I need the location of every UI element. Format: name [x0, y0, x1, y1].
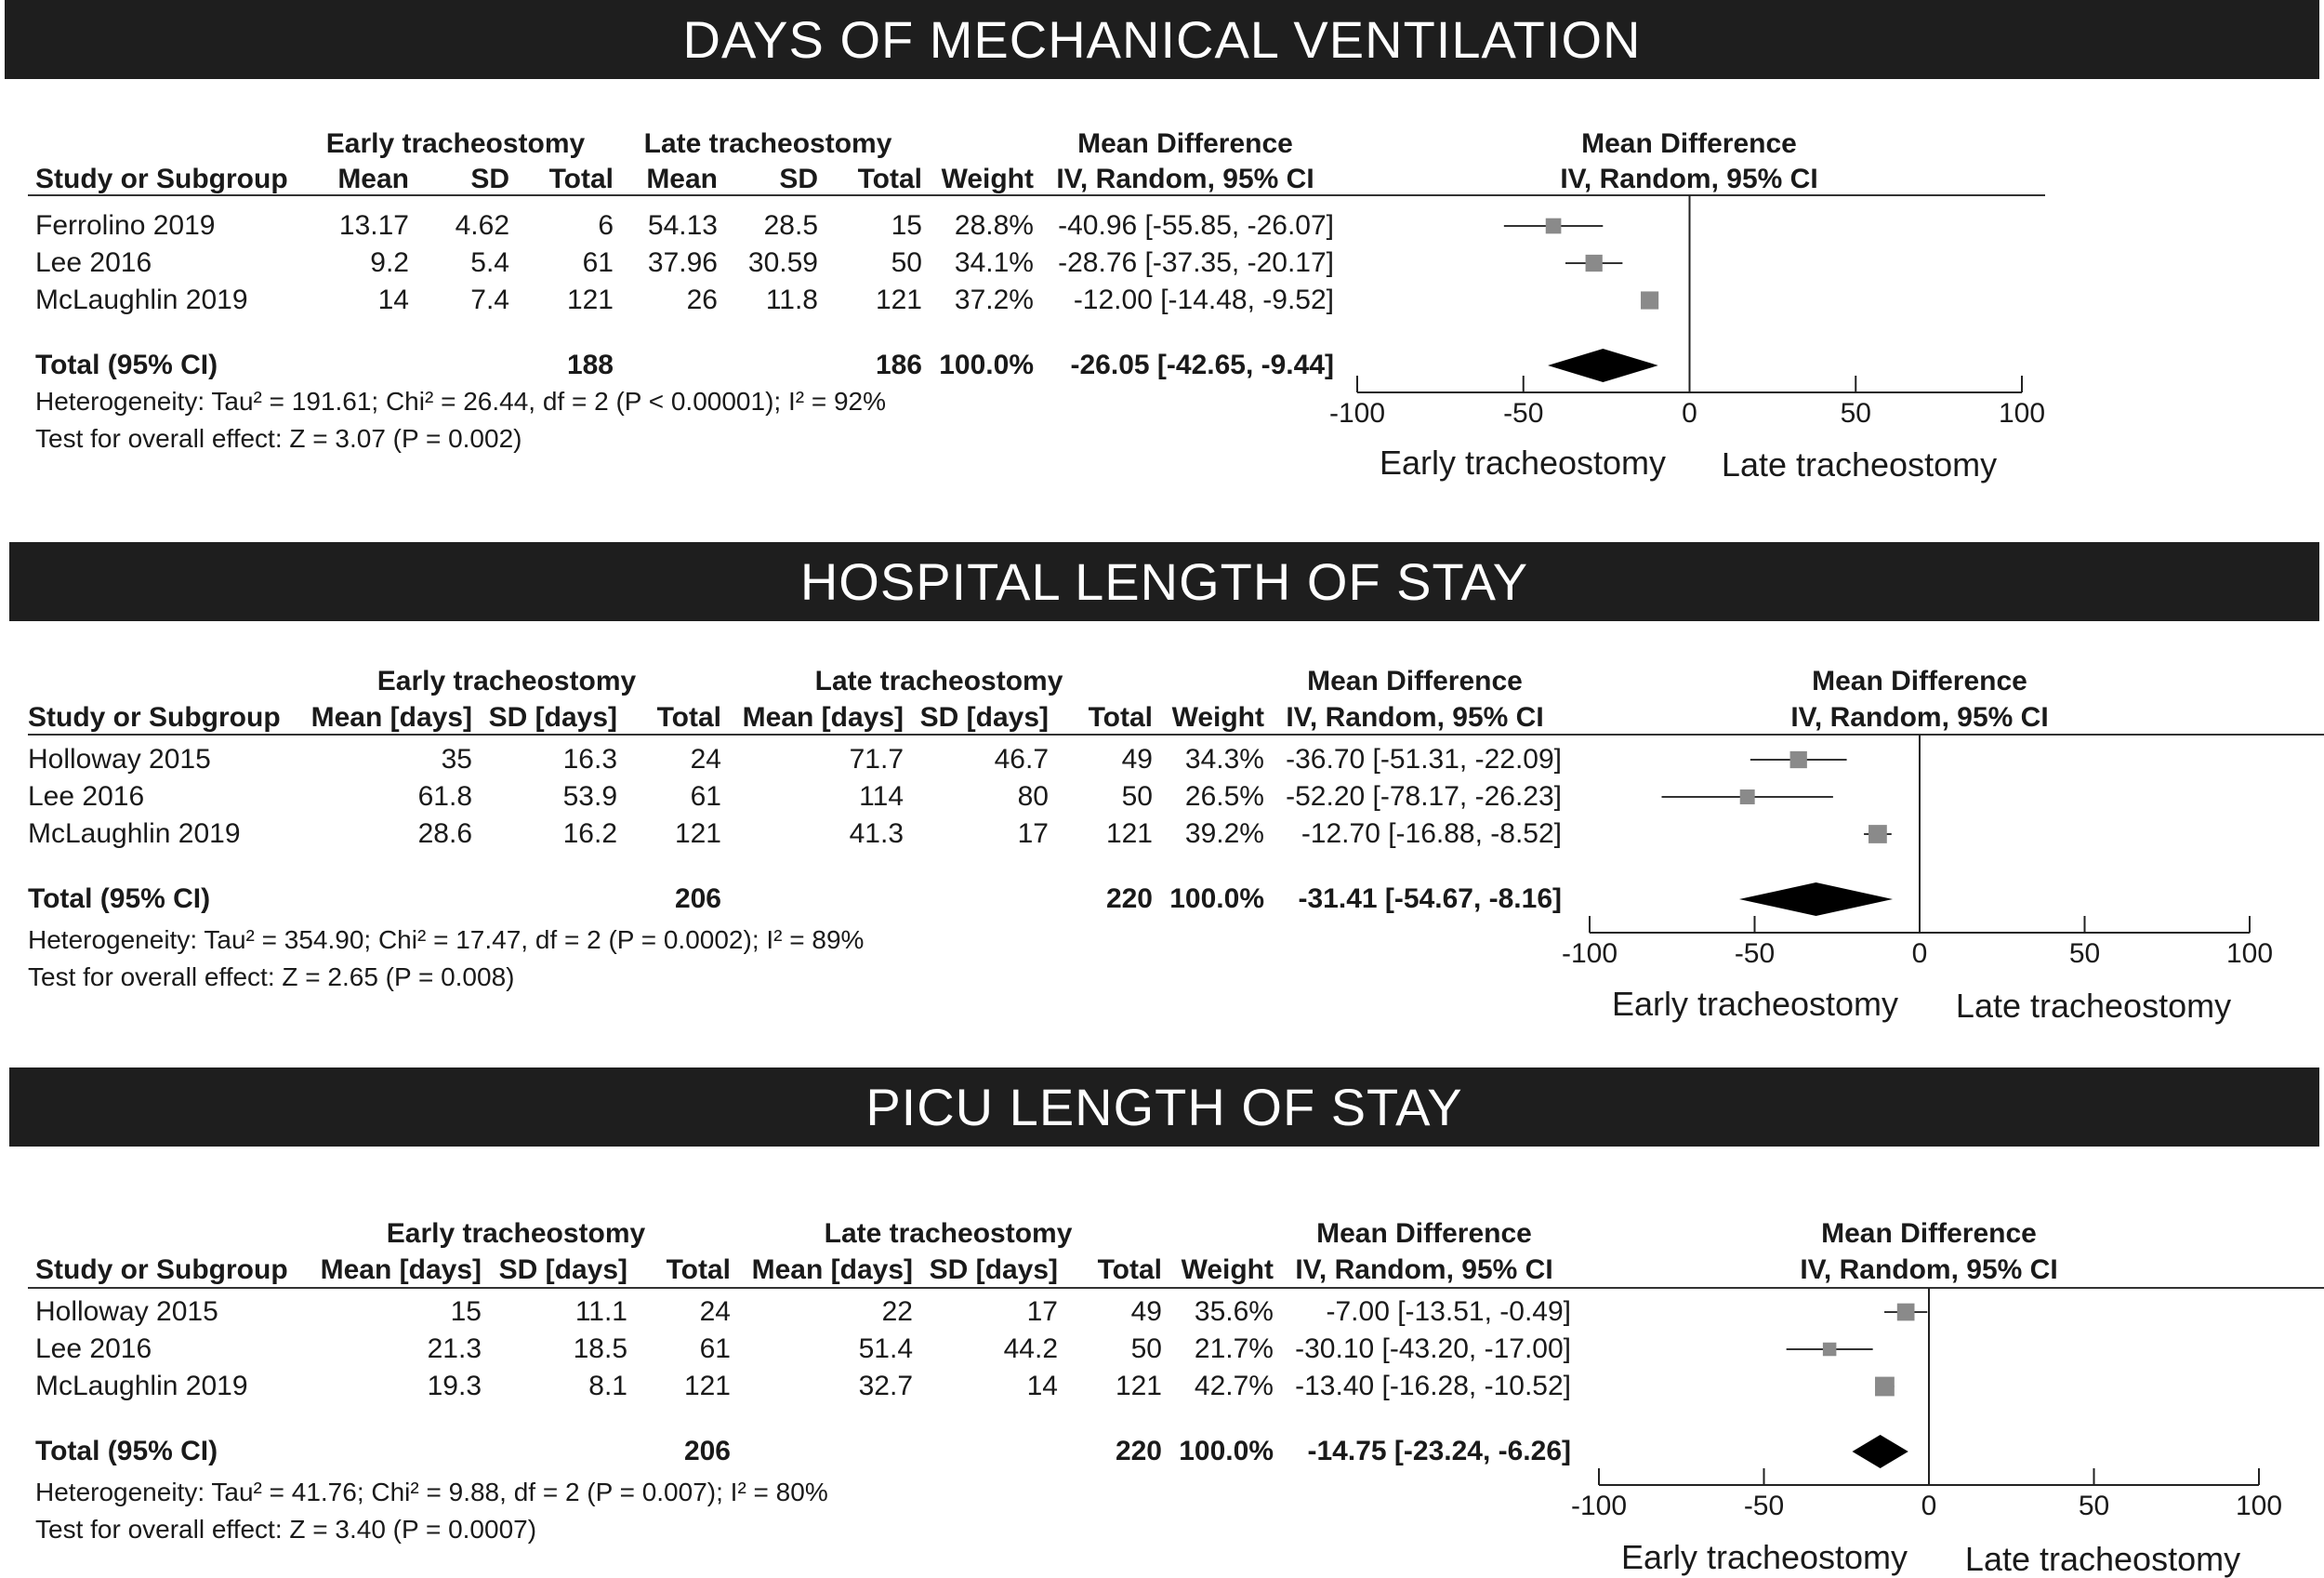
study-cell: -28.76 [-37.35, -20.17] [1058, 247, 1334, 278]
favours-left-label: Early tracheostomy [1379, 444, 1667, 482]
x-tick-label: -100 [1328, 398, 1386, 429]
study-cell: 22 [881, 1296, 913, 1327]
study-cell: -7.00 [-13.51, -0.49] [1326, 1296, 1571, 1327]
study-name: McLaughlin 2019 [35, 285, 248, 315]
total-early-n: 188 [566, 350, 614, 380]
study-cell: 114 [859, 781, 904, 812]
study-cell: 14 [1026, 1371, 1058, 1401]
x-tick-label: 50 [2078, 1491, 2110, 1521]
overall-effect-text: Test for overall effect: Z = 2.65 (P = 0.008) [28, 962, 515, 991]
study-cell: 18.5 [573, 1333, 627, 1364]
panel-title-banner: PICU LENGTH OF STAY [9, 1067, 2319, 1147]
late-group-header: Late tracheostomy [643, 128, 892, 159]
study-point-square [1740, 789, 1755, 804]
study-cell: 53.9 [562, 781, 617, 812]
study-cell: 50 [891, 247, 922, 278]
plot-header: Mean Difference [1821, 1218, 2037, 1249]
study-cell: 41.3 [849, 818, 904, 849]
late-group-header: Late tracheostomy [824, 1218, 1073, 1249]
study-cell: 16.2 [562, 818, 617, 849]
column-header: Total [857, 164, 922, 194]
favours-right-label: Late tracheostomy [1955, 987, 2232, 1025]
column-header: SD [days] [919, 702, 1049, 733]
x-tick-label: 0 [1921, 1491, 1937, 1521]
total-weight: 100.0% [939, 350, 1034, 380]
study-point-square [1868, 825, 1887, 843]
study-point-square [1790, 751, 1807, 768]
early-group-header: Early tracheostomy [376, 666, 637, 696]
plot-subheader: IV, Random, 95% CI [1560, 164, 1818, 194]
study-cell: 6 [598, 210, 614, 241]
study-name: Holloway 2015 [28, 744, 211, 775]
study-cell: -36.70 [-51.31, -22.09] [1286, 744, 1562, 775]
x-tick-label: 50 [1840, 398, 1871, 429]
study-name: McLaughlin 2019 [28, 818, 241, 849]
heterogeneity-text: Heterogeneity: Tau² = 41.76; Chi² = 9.88, df = 2 (P = 0.007); I² = 80% [35, 1478, 828, 1506]
study-cell: 49 [1130, 1296, 1162, 1327]
study-cell: 28.8% [954, 210, 1034, 241]
column-header: Mean [646, 164, 718, 194]
study-cell: 71.7 [849, 744, 904, 775]
pooled-effect-diamond [1739, 882, 1893, 916]
total-late-n: 220 [1115, 1436, 1162, 1466]
study-cell: 11.8 [765, 285, 818, 315]
study-cell: 44.2 [1003, 1333, 1058, 1364]
column-header-study: Study or Subgroup [35, 1254, 288, 1285]
study-point-square [1546, 219, 1562, 234]
plot-header: Mean Difference [1812, 666, 2027, 696]
column-header: SD [779, 164, 818, 194]
x-tick-label: 100 [2225, 938, 2274, 969]
study-cell: 11.1 [574, 1296, 627, 1327]
early-group-header: Early tracheostomy [386, 1218, 646, 1249]
panel-title-banner: HOSPITAL LENGTH OF STAY [9, 542, 2319, 621]
study-cell: 30.59 [747, 247, 818, 278]
column-header: Total [1088, 702, 1153, 733]
study-cell: 121 [1115, 1371, 1162, 1401]
study-cell: -40.96 [-55.85, -26.07] [1058, 210, 1334, 241]
total-early-n: 206 [683, 1436, 731, 1466]
column-header: Mean [days] [320, 1254, 482, 1285]
column-header-study: Study or Subgroup [35, 164, 288, 194]
total-label: Total (95% CI) [35, 350, 218, 380]
total-late-n: 220 [1105, 883, 1153, 914]
column-header: Total [656, 702, 721, 733]
effect-header: Mean Difference [1307, 666, 1523, 696]
study-cell: 46.7 [994, 744, 1049, 775]
study-cell: 26.5% [1184, 781, 1264, 812]
study-name: Holloway 2015 [35, 1296, 218, 1327]
study-cell: 14 [377, 285, 409, 315]
study-cell: 42.7% [1194, 1371, 1274, 1401]
column-header-study: Study or Subgroup [28, 702, 281, 733]
study-cell: 28.5 [763, 210, 818, 241]
column-header-ci: IV, Random, 95% CI [1286, 702, 1544, 733]
study-cell: 50 [1130, 1333, 1162, 1364]
column-header: Total [1097, 1254, 1162, 1285]
study-cell: 16.3 [562, 744, 617, 775]
plot-header: Mean Difference [1581, 128, 1797, 159]
study-point-square [1897, 1304, 1915, 1321]
pooled-effect-diamond [1852, 1435, 1908, 1468]
column-header: Weight [1181, 1254, 1274, 1285]
total-ci: -26.05 [-42.65, -9.44] [1070, 350, 1334, 380]
study-cell: 121 [875, 285, 922, 315]
study-cell: 17 [1017, 818, 1049, 849]
study-cell: 61 [690, 781, 721, 812]
x-tick-label: -50 [1734, 938, 1776, 969]
early-group-header: Early tracheostomy [325, 128, 586, 159]
pooled-effect-diamond [1548, 349, 1658, 382]
study-cell: 121 [566, 285, 614, 315]
column-header-ci: IV, Random, 95% CI [1295, 1254, 1553, 1285]
column-header: Weight [1171, 702, 1264, 733]
study-cell: 24 [690, 744, 721, 775]
study-point-square [1641, 291, 1658, 309]
study-cell: 61 [699, 1333, 731, 1364]
study-cell: 80 [1017, 781, 1049, 812]
study-cell: 35.6% [1194, 1296, 1274, 1327]
study-cell: -30.10 [-43.20, -17.00] [1295, 1333, 1571, 1364]
study-point-square [1586, 255, 1603, 272]
column-header: SD [days] [929, 1254, 1058, 1285]
study-cell: -12.00 [-14.48, -9.52] [1073, 285, 1334, 315]
study-cell: 28.6 [417, 818, 472, 849]
heterogeneity-text: Heterogeneity: Tau² = 191.61; Chi² = 26.44, df = 2 (P < 0.00001); I² = 92% [35, 387, 887, 416]
study-cell: 37.2% [954, 285, 1034, 315]
column-header: Mean [days] [742, 702, 904, 733]
column-header-ci: IV, Random, 95% CI [1056, 164, 1314, 194]
x-tick-label: -100 [1561, 938, 1618, 969]
study-cell: 24 [699, 1296, 731, 1327]
overall-effect-text: Test for overall effect: Z = 3.40 (P = 0.0007) [35, 1515, 537, 1544]
study-cell: 7.4 [470, 285, 509, 315]
study-cell: 49 [1121, 744, 1153, 775]
total-ci: -31.41 [-54.67, -8.16] [1298, 883, 1562, 914]
favours-right-label: Late tracheostomy [1964, 1540, 2241, 1578]
study-name: McLaughlin 2019 [35, 1371, 248, 1401]
column-header: Weight [941, 164, 1034, 194]
study-point-square [1875, 1377, 1895, 1397]
panel-title-banner: DAYS OF MECHANICAL VENTILATION [5, 0, 2319, 79]
study-cell: 15 [891, 210, 922, 241]
total-label: Total (95% CI) [28, 883, 211, 914]
x-tick-label: -100 [1570, 1491, 1628, 1521]
total-weight: 100.0% [1169, 883, 1264, 914]
study-cell: 61.8 [417, 781, 472, 812]
study-name: Lee 2016 [35, 1333, 152, 1364]
study-cell: 121 [1105, 818, 1153, 849]
study-cell: -52.20 [-78.17, -26.23] [1286, 781, 1562, 812]
x-tick-label: 50 [2068, 938, 2101, 969]
plot-subheader: IV, Random, 95% CI [1800, 1254, 2058, 1285]
study-cell: 9.2 [370, 247, 409, 278]
study-cell: 19.3 [427, 1371, 482, 1401]
plot-subheader: IV, Random, 95% CI [1790, 702, 2049, 733]
late-group-header: Late tracheostomy [814, 666, 1063, 696]
column-header: SD [days] [488, 702, 617, 733]
study-cell: 34.1% [954, 247, 1034, 278]
study-cell: 8.1 [588, 1371, 627, 1401]
study-cell: 35 [441, 744, 472, 775]
study-cell: 37.96 [647, 247, 718, 278]
effect-header: Mean Difference [1316, 1218, 1532, 1249]
study-cell: 5.4 [470, 247, 509, 278]
study-cell: 61 [582, 247, 614, 278]
study-name: Lee 2016 [28, 781, 145, 812]
x-tick-label: 100 [1998, 398, 2046, 429]
total-early-n: 206 [674, 883, 721, 914]
study-name: Ferrolino 2019 [35, 210, 216, 241]
total-weight: 100.0% [1179, 1436, 1274, 1466]
total-ci: -14.75 [-23.24, -6.26] [1307, 1436, 1571, 1466]
study-cell: 15 [450, 1296, 482, 1327]
effect-header: Mean Difference [1077, 128, 1293, 159]
study-cell: 121 [674, 818, 721, 849]
x-tick-label: -50 [1743, 1491, 1785, 1521]
study-cell: 17 [1026, 1296, 1058, 1327]
study-cell: 51.4 [858, 1333, 913, 1364]
column-header: Total [666, 1254, 731, 1285]
study-cell: 50 [1121, 781, 1153, 812]
favours-left-label: Early tracheostomy [1611, 985, 1899, 1023]
total-label: Total (95% CI) [35, 1436, 218, 1466]
column-header: Mean [337, 164, 409, 194]
x-tick-label: 100 [2235, 1491, 2283, 1521]
study-cell: -12.70 [-16.88, -8.52] [1301, 818, 1562, 849]
study-cell: 13.17 [338, 210, 409, 241]
x-tick-label: 0 [1911, 938, 1928, 969]
column-header: SD [days] [498, 1254, 627, 1285]
x-tick-label: -50 [1503, 398, 1544, 429]
heterogeneity-text: Heterogeneity: Tau² = 354.90; Chi² = 17.47, df = 2 (P = 0.0002); I² = 89% [28, 925, 865, 954]
study-cell: -13.40 [-16.28, -10.52] [1295, 1371, 1571, 1401]
study-cell: 21.3 [427, 1333, 482, 1364]
overall-effect-text: Test for overall effect: Z = 3.07 (P = 0.002) [35, 424, 522, 453]
total-late-n: 186 [875, 350, 922, 380]
study-point-square [1823, 1343, 1837, 1357]
study-cell: 54.13 [647, 210, 718, 241]
study-cell: 34.3% [1184, 744, 1264, 775]
study-cell: 4.62 [455, 210, 509, 241]
study-cell: 26 [686, 285, 718, 315]
study-cell: 39.2% [1184, 818, 1264, 849]
column-header: SD [470, 164, 509, 194]
favours-right-label: Late tracheostomy [1721, 445, 1998, 484]
study-cell: 32.7 [858, 1371, 913, 1401]
column-header: Mean [days] [751, 1254, 913, 1285]
column-header: Mean [days] [310, 702, 472, 733]
study-name: Lee 2016 [35, 247, 152, 278]
favours-left-label: Early tracheostomy [1620, 1538, 1908, 1576]
x-tick-label: 0 [1682, 398, 1697, 429]
study-cell: 121 [683, 1371, 731, 1401]
column-header: Total [548, 164, 614, 194]
study-cell: 21.7% [1194, 1333, 1274, 1364]
